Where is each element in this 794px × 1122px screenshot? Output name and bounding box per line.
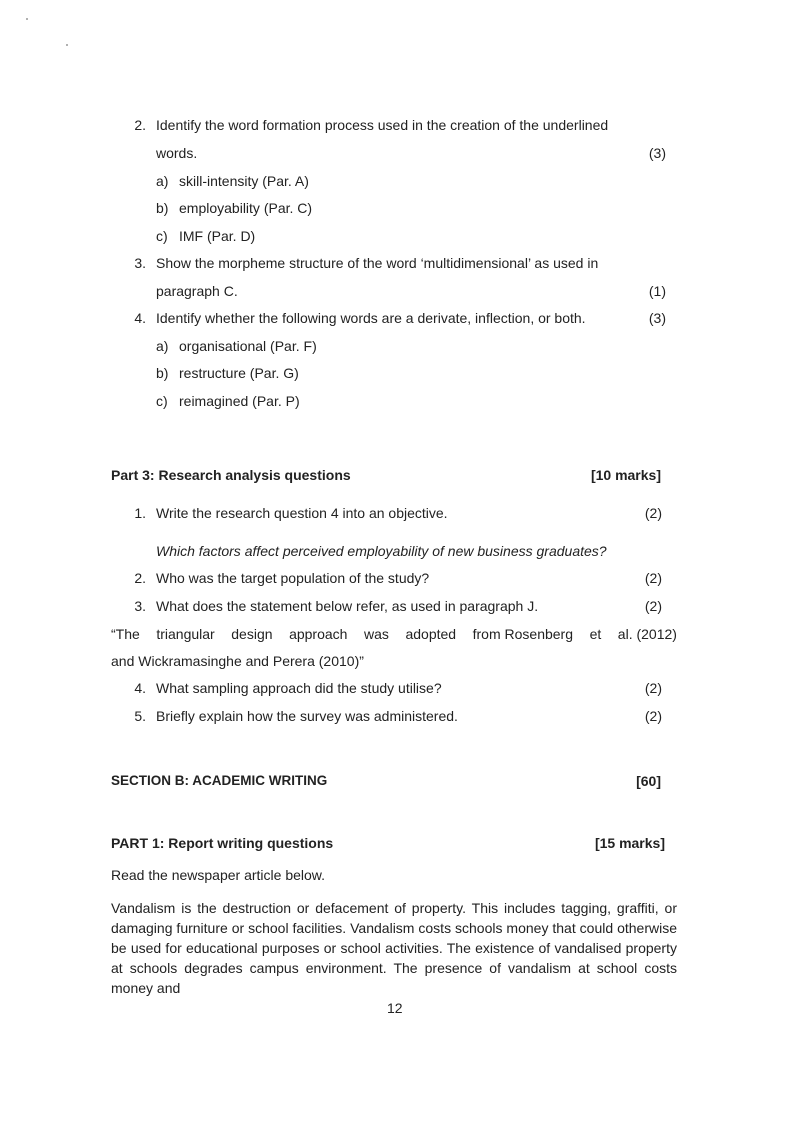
quote-word: design [231, 626, 273, 642]
section-heading: SECTION B: ACADEMIC WRITING [111, 773, 328, 788]
question-number: 5. [134, 708, 146, 724]
item-label: b) [156, 200, 169, 216]
quote-line: and Wickramasinghe and Perera (2010)” [111, 653, 364, 669]
section-marks: [60] [636, 773, 661, 789]
question-number: 2. [134, 570, 146, 586]
scan-speck [66, 44, 68, 46]
question-text: Briefly explain how the survey was administered. [156, 708, 458, 724]
quote-line [111, 626, 677, 642]
question-text: paragraph C. [156, 283, 238, 299]
question-text: Show the morpheme structure of the word ‘multidimensional’ as used in [156, 255, 599, 271]
question-number: 4. [134, 310, 146, 326]
item-text: reimagined (Par. P) [179, 393, 300, 409]
quote-word: from Rosenberg [472, 626, 574, 642]
item-label: c) [156, 393, 168, 409]
question-text: What sampling approach did the study utilise? [156, 680, 442, 696]
question-text: Write the research question 4 into an objective. [156, 505, 448, 521]
question-marks: (3) [648, 145, 666, 161]
item-text: skill-intensity (Par. A) [179, 173, 309, 189]
item-text: employability (Par. C) [179, 200, 313, 216]
item-text: restructure (Par. G) [179, 365, 299, 381]
question-text: words. [156, 145, 198, 161]
question-number: 1. [134, 505, 146, 521]
question-text: Identify whether the following words are a derivate, inflection, or both. [156, 310, 586, 326]
intro-text: Read the newspaper article below. [111, 867, 326, 883]
item-text: IMF (Par. D) [179, 228, 256, 244]
quote-word: was [364, 626, 389, 642]
item-label: a) [156, 173, 169, 189]
section-heading: Part 3: Research analysis questions [111, 467, 351, 483]
section-heading: PART 1: Report writing questions [111, 835, 334, 851]
question-number: 2. [134, 117, 146, 133]
item-label: b) [156, 365, 169, 381]
question-marks: (1) [648, 283, 666, 299]
quote-word: approach [289, 626, 348, 642]
question-marks: (2) [644, 598, 662, 614]
item-label: a) [156, 338, 169, 354]
question-marks: (3) [648, 310, 666, 326]
section-marks: [15 marks] [594, 835, 665, 851]
page-number: 12 [387, 1000, 403, 1016]
question-marks: (2) [644, 680, 662, 696]
quote-word: et [589, 626, 602, 642]
question-marks: (2) [644, 570, 662, 586]
question-number: 3. [134, 255, 146, 271]
research-question: Which factors affect perceived employability of new business graduates? [156, 543, 607, 559]
scan-speck [26, 18, 28, 20]
article-paragraph: Vandalism is the destruction or defacement of property. This includes tagging, graffiti, or damaging furniture or school facilities. Vandalism costs schools money that could otherwise be used for educational purposes or school activities. The existence of vandalised property at schools degrades campus environment. The presence of vandalism at school costs money and [111, 900, 677, 996]
item-text: organisational (Par. F) [179, 338, 317, 354]
question-marks: (2) [644, 708, 662, 724]
question-number: 4. [134, 680, 146, 696]
quote-word: adopted [405, 626, 457, 642]
section-marks: [10 marks] [590, 467, 661, 483]
quote-word: triangular [156, 626, 215, 642]
question-marks: (2) [644, 505, 662, 521]
item-label: c) [156, 228, 168, 244]
question-text: Who was the target population of the study? [156, 570, 430, 586]
quote-word: al. (2012) [617, 626, 677, 642]
question-number: 3. [134, 598, 146, 614]
question-text: Identify the word formation process used in the creation of the underlined [156, 117, 609, 133]
question-text: What does the statement below refer, as used in paragraph J. [156, 598, 539, 614]
quote-word: “The [111, 626, 140, 642]
